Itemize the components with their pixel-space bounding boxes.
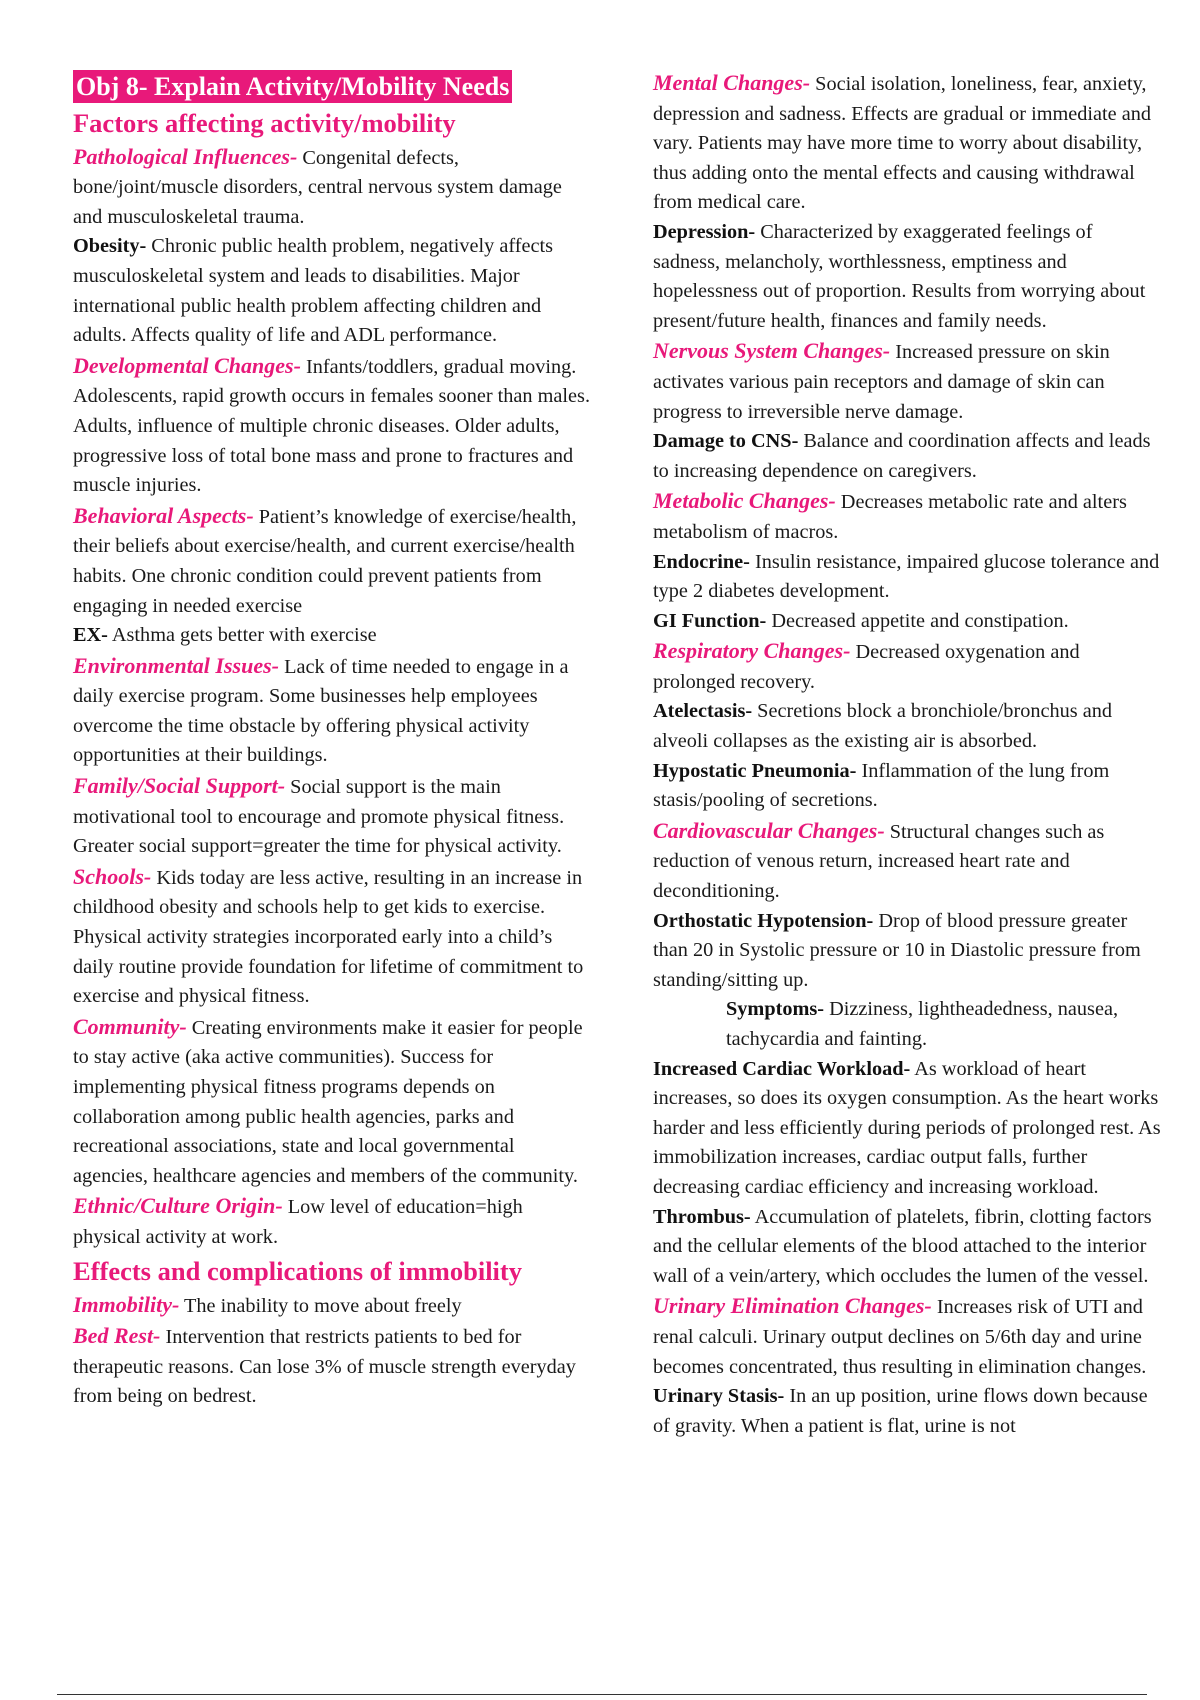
entry-hypostatic-pneumonia: Hypostatic Pneumonia- Inflammation of the lung from stasis/pooling of secretions. bbox=[653, 759, 1110, 812]
entry-gi-function: GI Function- Decreased appetite and constipation. bbox=[653, 609, 1069, 632]
right-column bbox=[653, 68, 1161, 1441]
title-banner: Obj 8- Explain Activity/Mobility Needs bbox=[73, 68, 591, 105]
entry-family-social-support: Family/Social Support- Social support is the main motivational tool to encourage and promote physical fitness. Greater social support=greater the time for physical activity. bbox=[73, 773, 565, 858]
entry-example: EX- Asthma gets better with exercise bbox=[73, 624, 377, 647]
entry-atelectasis: Atelectasis- Secretions block a bronchiole/bronchus and alveoli collapses as the existing air is absorbed. bbox=[653, 700, 1113, 753]
entry-increased-cardiac-workload: Increased Cardiac Workload- As workload of heart increases, so does its oxygen consumption. As the heart works harder and less efficiently during periods of prolonged rest. As immobilization increases, cardiac output falls, further decreasing cardiac efficiency and increasing workload. bbox=[653, 1057, 1161, 1198]
entry-urinary-stasis: Urinary Stasis- In an up position, urine flows down because of gravity. When a patient is flat, urine is not bbox=[653, 1385, 1148, 1437]
entry-nervous-system-changes: Nervous System Changes- Increased pressure on skin activates various pain receptors and damage of skin can progress to irreversible nerve damage. bbox=[653, 338, 1110, 423]
entry-bed-rest: Bed Rest- Intervention that restricts patients to bed for therapeutic reasons. Can lose 3% of muscle strength everyday from being on bedrest. bbox=[73, 1323, 576, 1408]
entry-orthostatic-hypotension: Orthostatic Hypotension- Drop of blood pressure greater than 20 in Systolic pressure or 10 in Diastolic pressure from standing/sitting up. bbox=[653, 909, 1141, 991]
entry-cardiovascular-changes: Cardiovascular Changes- Structural changes such as reduction of venous return, increased heart rate and deconditioning. bbox=[653, 817, 1105, 903]
entry-schools: Schools- Kids today are less active, resulting in an increase in childhood obesity and schools help to get kids to exercise. Physical activity strategies incorporated early into a child’s daily routine provide foundation for lifetime of commitment to exercise and physical fitness. bbox=[73, 863, 584, 1008]
entry-thrombus: Thrombus- Accumulation of platelets, fibrin, clotting factors and the cellular elements of the blood attached to the interior wall of a vein/artery, which occludes the lumen of the vessel. bbox=[653, 1205, 1152, 1287]
entry-endocrine: Endocrine- Insulin resistance, impaired glucose tolerance and type 2 diabetes development. bbox=[653, 550, 1160, 603]
footer-rule bbox=[57, 1694, 1147, 1695]
entry-ethnic-culture-origin: Ethnic/Culture Origin- Low level of education=high physical activity at work. bbox=[73, 1193, 523, 1248]
entry-pathological-influences: Pathological Influences- Congenital defects, bone/joint/muscle disorders, central nervous system damage and musculoskeletal trauma. bbox=[73, 143, 562, 228]
entry-damage-to-cns: Damage to CNS- Balance and coordination affects and leads to increasing dependence on caregivers. bbox=[653, 430, 1151, 482]
section-heading-factors: Factors affecting activity/mobility bbox=[73, 107, 456, 138]
entry-urinary-elimination-changes: Urinary Elimination Changes- Increases risk of UTI and renal calculi. Urinary output declines on 5/6th day and urine becomes concentrated, thus resulting in elimination changes. bbox=[653, 1293, 1147, 1378]
entry-behavioral-aspects: Behavioral Aspects- Patient’s knowledge of exercise/health, their beliefs about exercise/health, and current exercise/health habits. One chronic condition could prevent patients from engaging in needed exercise bbox=[73, 502, 577, 617]
entry-mental-changes: Mental Changes- Social isolation, loneliness, fear, anxiety, depression and sadness. Effects are gradual or immediate and vary. Patients may have more time to worry about disability, thus adding onto the mental effects and causing withdrawal from medical care. bbox=[653, 70, 1152, 214]
entry-community: Community- Creating environments make it easier for people to stay active (aka active communities). Success for implementing physical fitness programs depends on collaboration among public health agencies, parks and recreational associations, state and local governmental agencies, healthcare agencies and members of the community. bbox=[73, 1013, 583, 1187]
entry-metabolic-changes: Metabolic Changes- Decreases metabolic rate and alters metabolism of macros. bbox=[653, 488, 1127, 543]
entry-environmental-issues: Environmental Issues- Lack of time needed to engage in a daily exercise program. Some businesses help employees overcome the time obstacle by offering physical activity opportunities at their buildings. bbox=[73, 652, 569, 767]
entry-depression: Depression- Characterized by exaggerated feelings of sadness, melancholy, worthlessness, emptiness and hopelessness out of proportion. Results from worrying about present/future health, finances and family needs. bbox=[653, 220, 1146, 332]
entry-obesity: Obesity- Chronic public health problem, negatively affects musculoskeletal system and leads to disabilities. Major international public health problem affecting children and adults. Affects quality of life and ADL performance. bbox=[73, 235, 554, 347]
left-column bbox=[73, 68, 591, 1412]
section-heading-effects: Effects and complications of immobility bbox=[73, 1255, 522, 1286]
entry-developmental-changes: Developmental Changes- Infants/toddlers, gradual moving. Adolescents, rapid growth occurs in females sooner than males. Adults, influence of multiple chronic diseases. Older adults, progressive loss of total bone mass and prone to fractures and muscle injuries. bbox=[73, 352, 591, 497]
entry-symptoms: Symptoms- Dizziness, lightheadedness, nausea, tachycardia and fainting. bbox=[726, 998, 1119, 1050]
entry-immobility: Immobility- The inability to move about freely bbox=[73, 1291, 462, 1317]
entry-respiratory-changes: Respiratory Changes- Decreased oxygenation and prolonged recovery. bbox=[653, 638, 1080, 693]
